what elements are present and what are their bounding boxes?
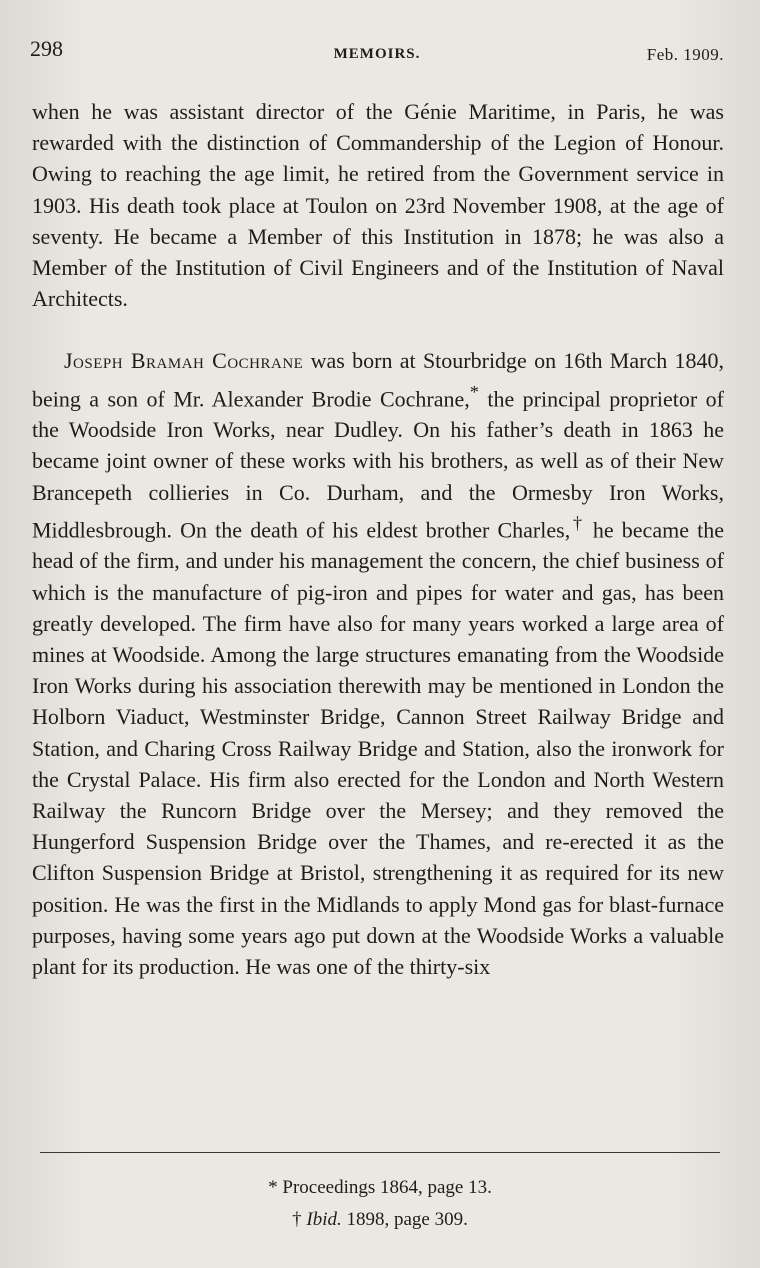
- footnote-marker: †: [292, 1209, 302, 1230]
- footnote-divider: [40, 1152, 720, 1153]
- footnote-2: [0, 1204, 760, 1236]
- paragraph-text: the principal proprietor of the Woodside Iron Works, near Dudley. On his father’s death in 1863 he became joint owner of these works with his brothers, as well as of their New Brancepeth collieries in Co. Durham, and the Ormesby Iron Works, Middlesbrough. On the death of his eldest brother Charles,: [32, 385, 724, 543]
- paragraph-text: was born at Stourbridge on 16th March 1840, being a son of Mr. Alexander Brodie Cochrane,: [32, 348, 725, 411]
- footnote-ref-dagger: †: [570, 512, 585, 533]
- footnote-text: Proceedings 1864, page 13.: [282, 1177, 492, 1198]
- body-text: [32, 96, 724, 982]
- footnotes: [0, 1172, 760, 1236]
- footnote-ref-asterisk: *: [469, 381, 479, 402]
- running-title: MEMOIRS.: [333, 46, 421, 62]
- footnote-1: [0, 1172, 760, 1204]
- page-number: 298: [30, 36, 63, 61]
- paragraph-text: he became the head of the firm, and under his management the concern, the chief business of which is the manufacture of pig-iron and pipes for water and gas, has been greatly developed. The firm have also for many years worked a large area of mines at Woodside. Among the large structures emanating from the Woodside Iron Works during his association therewith may be mentioned in London the Holborn Viaduct, Westminster Bridge, Cannon Street Railway Bridge and Station, and Charing Cross Railway Bridge and Station, also the ironwork for the Crystal Palace. His firm also erected for the London and North Western Railway the Runcorn Bridge over the Mersey; and they removed the Hungerford Suspension Bridge over the Thames, and re-erected it as the Clifton Suspension Bridge at Bristol, strengthening it as required for its new position. He was the first in the Midlands to apply Mond gas for blast-furnace purposes, having some years ago put down at the Woodside Works a valuable plant for its production. He was one of the thirty-six: [32, 517, 725, 979]
- paragraph-memoir-cochrane: [32, 345, 724, 982]
- paragraph-continued: when he was assistant director of the Génie Maritime, in Paris, he was rewarded with the distinction of Commandership of the Legion of Honour. Owing to reaching the age limit, he retired from the Government service in 1903. His death took place at Toulon on 23rd November 1908, at the age of seventy. He became a Member of this Institution in 1878; he was also a Member of the Institution of Civil Engineers and of the Institution of Naval Architects.: [32, 99, 724, 312]
- memoir-subject-name: Joseph Bramah Cochrane: [64, 348, 304, 374]
- page-header: [30, 36, 724, 66]
- footnote-text: 1898, page 309.: [341, 1209, 468, 1230]
- footnote-marker: *: [268, 1177, 278, 1198]
- footnote-ibid: Ibid.: [306, 1209, 342, 1230]
- issue-date: Feb. 1909.: [646, 45, 724, 64]
